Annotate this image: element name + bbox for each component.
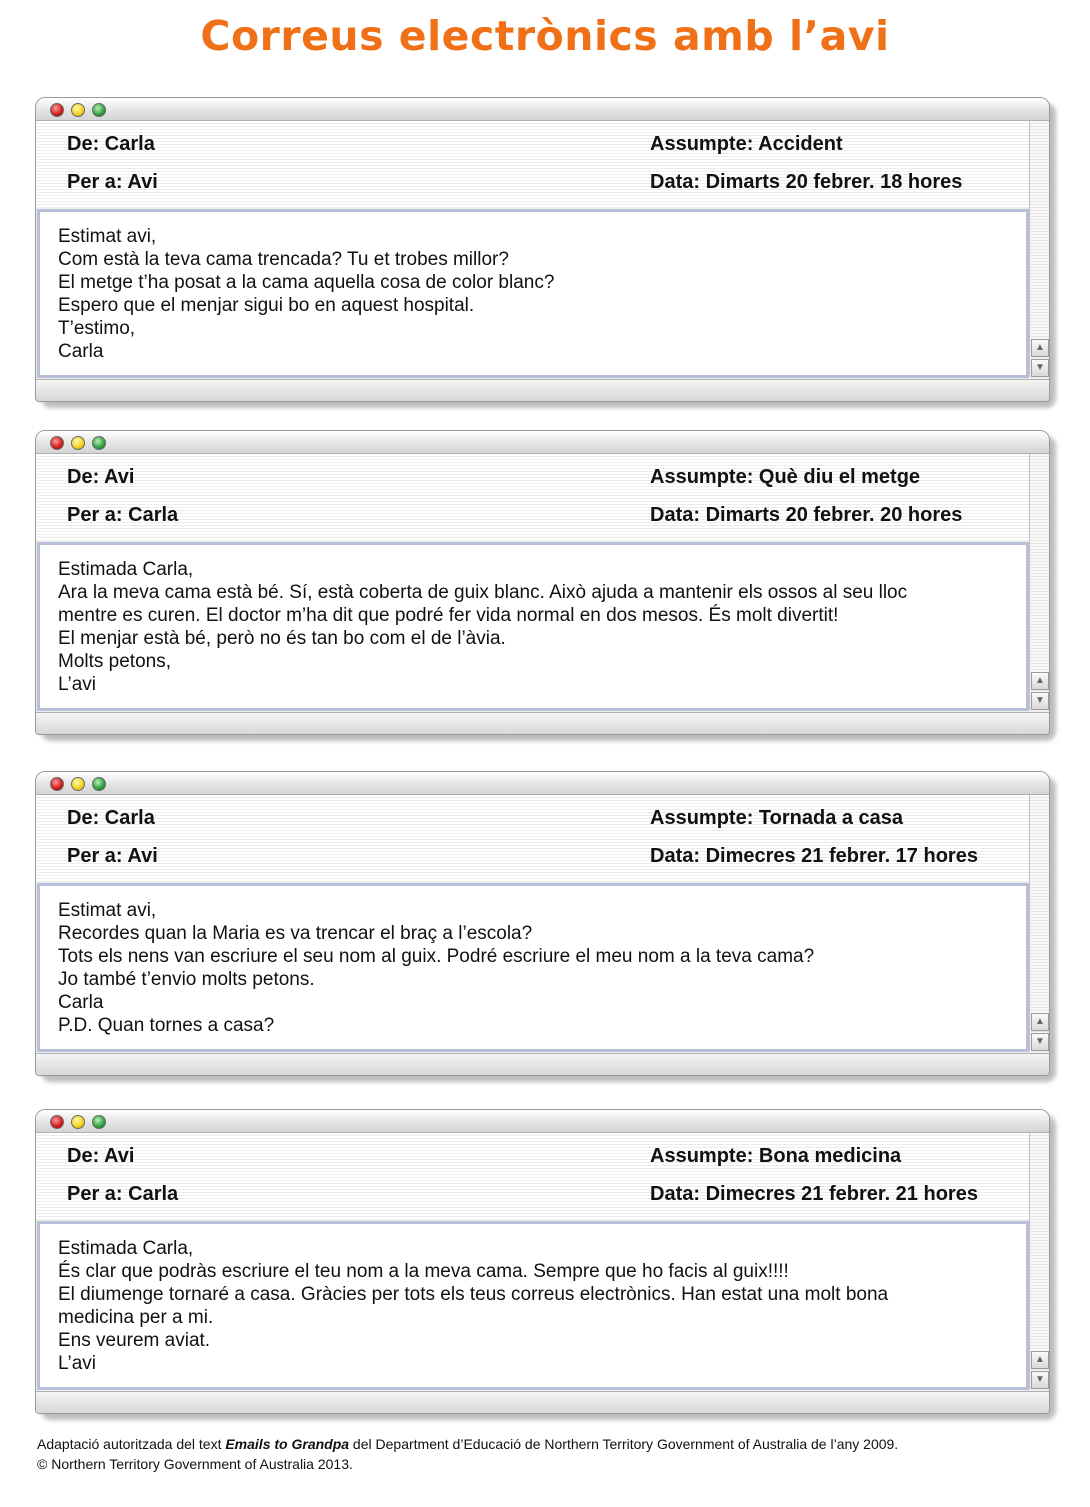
- email-to: Per a: Carla: [67, 504, 179, 526]
- scroll-down-arrow-icon[interactable]: ▼: [1031, 1033, 1049, 1051]
- scroll-down-arrow-icon[interactable]: ▼: [1031, 359, 1049, 377]
- window-bottom-bar: [36, 1391, 1049, 1414]
- email-subject: Assumpte: Tornada a casa: [650, 807, 904, 829]
- email-to: Per a: Avi: [67, 845, 158, 867]
- email-body-line: Estimada Carla,: [58, 559, 194, 580]
- email-body-line: Jo també t’envio molts petons.: [58, 969, 315, 990]
- page-title: Correus electrònics amb l’avi: [200, 12, 890, 60]
- email-body-line: Molts petons,: [58, 651, 171, 672]
- scroll-down-arrow-icon[interactable]: ▼: [1031, 1371, 1049, 1389]
- zoom-light-icon[interactable]: [92, 436, 106, 450]
- email-body-line: És clar que podràs escriure el teu nom a la meva cama. Sempre que ho facis al guix!!!!: [58, 1261, 789, 1282]
- minimize-light-icon[interactable]: [71, 103, 85, 117]
- scroll-up-arrow-icon[interactable]: ▲: [1031, 1351, 1049, 1369]
- email-body-line: mentre es curen. El doctor m’ha dit que podré fer vida normal en dos mesos. És molt divertit!: [58, 605, 839, 626]
- window-titlebar: [36, 431, 1049, 454]
- email-body-line: L’avi: [58, 674, 97, 695]
- email-body[interactable]: [37, 1221, 1029, 1390]
- email-body[interactable]: [37, 209, 1029, 378]
- email-from: De: Carla: [67, 133, 155, 155]
- credits-attribution: [37, 1434, 898, 1454]
- email-body-line: El diumenge tornaré a casa. Gràcies per tots els teus correus electrònics. Han estat una molt bona: [58, 1284, 889, 1305]
- email-body-line: Estimat avi,: [58, 900, 157, 921]
- window-bottom-bar: [36, 379, 1049, 402]
- email-header: [36, 1133, 1029, 1219]
- zoom-light-icon[interactable]: [92, 1115, 106, 1129]
- email-body-line: L’avi: [58, 1353, 97, 1374]
- close-light-icon[interactable]: [50, 1115, 64, 1129]
- window-titlebar: [36, 1110, 1049, 1133]
- email-date: Data: Dimarts 20 febrer. 18 hores: [650, 171, 963, 193]
- email-header: [36, 795, 1029, 881]
- email-body[interactable]: [37, 883, 1029, 1052]
- email-body-line: Tots els nens van escriure el seu nom al guix. Podré escriure el meu nom a la teva cama?: [58, 946, 815, 967]
- window-bottom-bar: [36, 712, 1049, 735]
- window-bottom-bar: [36, 1053, 1049, 1076]
- email-date: Data: Dimecres 21 febrer. 21 hores: [650, 1183, 978, 1205]
- email-to: Per a: Carla: [67, 1183, 179, 1205]
- vertical-scrollbar[interactable]: [1029, 454, 1050, 710]
- email-body-line: Estimada Carla,: [58, 1238, 194, 1259]
- email-header: [36, 121, 1029, 207]
- minimize-light-icon[interactable]: [71, 436, 85, 450]
- email-from: De: Avi: [67, 1145, 135, 1167]
- scroll-up-arrow-icon[interactable]: ▲: [1031, 672, 1049, 690]
- email-from: De: Avi: [67, 466, 135, 488]
- email-window: [35, 97, 1050, 402]
- email-window: [35, 1109, 1050, 1414]
- email-window: [35, 430, 1050, 735]
- scroll-down-arrow-icon[interactable]: ▼: [1031, 692, 1049, 710]
- credits-footer: [37, 1434, 898, 1474]
- vertical-scrollbar[interactable]: [1029, 121, 1050, 377]
- zoom-light-icon[interactable]: [92, 103, 106, 117]
- credits-prefix: Adaptació autoritzada del text: [37, 1436, 226, 1452]
- email-header: [36, 454, 1029, 540]
- vertical-scrollbar[interactable]: [1029, 795, 1050, 1051]
- minimize-light-icon[interactable]: [71, 777, 85, 791]
- email-date: Data: Dimarts 20 febrer. 20 hores: [650, 504, 963, 526]
- email-subject: Assumpte: Bona medicina: [650, 1145, 902, 1167]
- email-body-line: Espero que el menjar sigui bo en aquest hospital.: [58, 295, 475, 316]
- close-light-icon[interactable]: [50, 103, 64, 117]
- scroll-up-arrow-icon[interactable]: ▲: [1031, 339, 1049, 357]
- close-light-icon[interactable]: [50, 777, 64, 791]
- email-date: Data: Dimecres 21 febrer. 17 hores: [650, 845, 978, 867]
- email-body-line: Com està la teva cama trencada? Tu et trobes millor?: [58, 249, 509, 270]
- zoom-light-icon[interactable]: [92, 777, 106, 791]
- email-body-line: T’estimo,: [58, 318, 136, 339]
- email-body-line: El menjar està bé, però no és tan bo com el de l’àvia.: [58, 628, 506, 649]
- window-titlebar: [36, 772, 1049, 795]
- minimize-light-icon[interactable]: [71, 1115, 85, 1129]
- credits-suffix: del Department d’Educació de Northern Territory Government of Australia de l’any 2009.: [349, 1436, 899, 1452]
- credits-source-title: Emails to Grandpa: [225, 1436, 350, 1452]
- email-body-line: Carla: [58, 992, 104, 1013]
- email-body-line: Ens veurem aviat.: [58, 1330, 211, 1351]
- email-window: [35, 771, 1050, 1076]
- email-body-line: Recordes quan la Maria es va trencar el braç a l’escola?: [58, 923, 533, 944]
- email-body-line: medicina per a mi.: [58, 1307, 214, 1328]
- email-subject: Assumpte: Accident: [650, 133, 843, 155]
- email-body-line: Estimat avi,: [58, 226, 157, 247]
- email-to: Per a: Avi: [67, 171, 158, 193]
- email-subject: Assumpte: Què diu el metge: [650, 466, 921, 488]
- email-from: De: Carla: [67, 807, 155, 829]
- email-body-line: Ara la meva cama està bé. Sí, està coberta de guix blanc. Això ajuda a mantenir els ossos al seu lloc: [58, 582, 908, 603]
- window-titlebar: [36, 98, 1049, 121]
- scroll-up-arrow-icon[interactable]: ▲: [1031, 1013, 1049, 1031]
- email-body[interactable]: [37, 542, 1029, 711]
- close-light-icon[interactable]: [50, 436, 64, 450]
- credits-copyright: © Northern Territory Government of Australia 2013.: [37, 1456, 353, 1472]
- email-body-line: Carla: [58, 341, 104, 362]
- email-body-line: El metge t’ha posat a la cama aquella cosa de color blanc?: [58, 272, 555, 293]
- vertical-scrollbar[interactable]: [1029, 1133, 1050, 1389]
- email-body-line: P.D. Quan tornes a casa?: [58, 1015, 275, 1036]
